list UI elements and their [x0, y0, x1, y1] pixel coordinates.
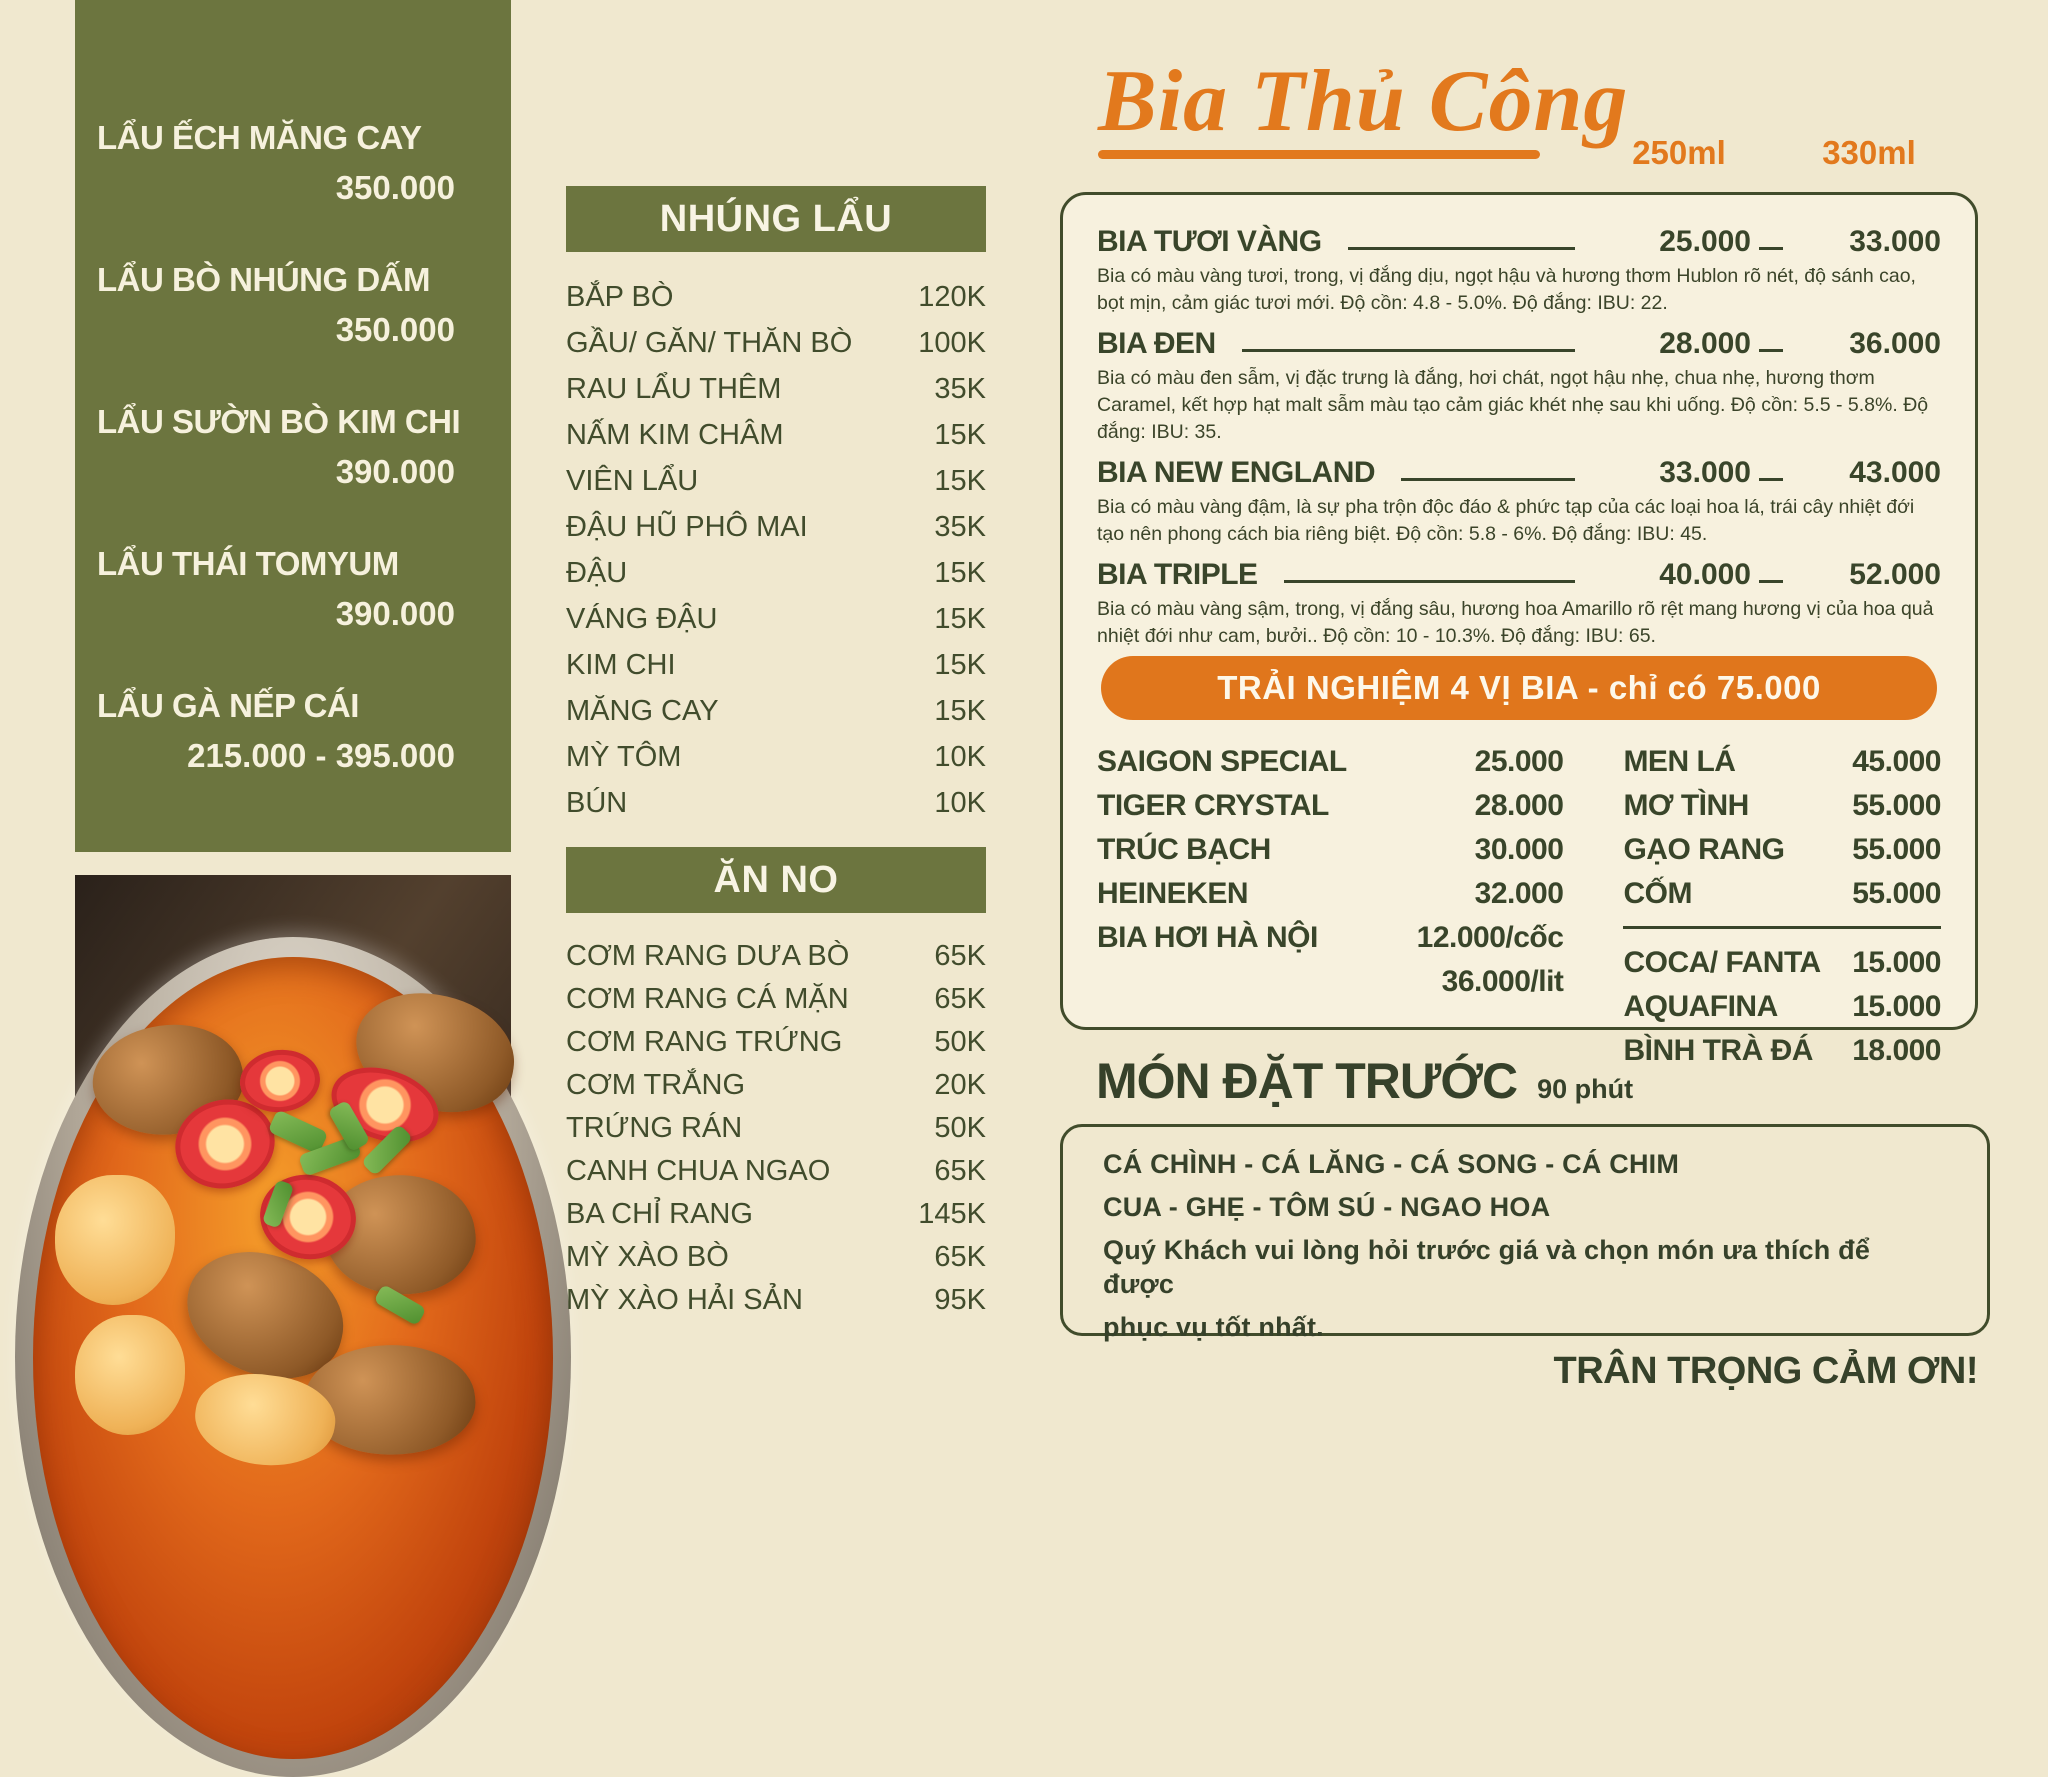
- beer-item: [1097, 323, 1941, 446]
- drink-row: [1623, 784, 1941, 828]
- drinks-right-bottom: [1623, 941, 1941, 1073]
- hotpot-menu-panel: [75, 0, 511, 852]
- hotpot-menu-item: [97, 544, 455, 634]
- menu-item-price: 15K: [934, 694, 986, 727]
- hotpot-item-price: 350.000: [335, 169, 455, 206]
- menu-list: [566, 274, 986, 826]
- beer-price-330ml: 43.000: [1849, 456, 1941, 489]
- menu-item-row: [566, 688, 986, 734]
- menu-item-name: TRỨNG RÁN: [566, 1112, 743, 1144]
- drink-row: [1623, 828, 1941, 872]
- drinks-divider: [1623, 926, 1941, 929]
- preorder-line: phục vụ tốt nhất.: [1103, 1312, 1324, 1342]
- beer-price-250ml: 40.000: [1659, 558, 1751, 591]
- hotpot-item-name: LẨU BÒ NHÚNG DẤM: [97, 261, 430, 298]
- drink-row: [1097, 916, 1563, 960]
- menu-item-name: VIÊN LẨU: [566, 464, 699, 497]
- hotpot-item-price: 390.000: [335, 595, 455, 632]
- preorder-heading: [1096, 1052, 1633, 1110]
- drink-row: [1097, 960, 1563, 1004]
- beer-item: [1097, 452, 1941, 548]
- section-nhung-lau: [566, 186, 986, 826]
- menu-list: [566, 935, 986, 1322]
- menu-item-row: [566, 320, 986, 366]
- size-330ml-label: 330ml: [1822, 134, 1916, 171]
- drink-name: BÌNH TRÀ ĐÁ: [1623, 1034, 1813, 1067]
- menu-item-price: 35K: [934, 372, 986, 405]
- hotpot-item-name: LẨU GÀ NẾP CÁI: [97, 687, 359, 724]
- drink-row: [1623, 985, 1941, 1029]
- beer-description: Bia có màu vàng đậm, là sự pha trộn độc đáo & phức tạp của các loại hoa lá, trái cây nhiệt đới tạo nên phong cách bia riêng biệt. Độ cồn: 5.8 - 6%. Độ đắng: IBU: 45.: [1097, 496, 1915, 545]
- menu-item-name: CANH CHUA NGAO: [566, 1155, 831, 1187]
- beer-price-250ml: 28.000: [1659, 327, 1751, 360]
- other-drinks: [1097, 740, 1941, 1073]
- section-header: NHÚNG LẨU: [566, 186, 986, 252]
- beer-price-330ml: 52.000: [1849, 558, 1941, 591]
- drink-price: 28.000: [1474, 789, 1564, 822]
- drink-name: AQUAFINA: [1623, 990, 1778, 1023]
- menu-item-name: VÁNG ĐẬU: [566, 602, 718, 635]
- drink-name: TIGER CRYSTAL: [1097, 789, 1329, 822]
- drink-price: 45.000: [1852, 745, 1941, 778]
- menu-item-row: [566, 1279, 986, 1322]
- drink-name: MƠ TÌNH: [1623, 789, 1749, 822]
- preorder-duration: 90 phút: [1537, 1074, 1634, 1104]
- promo-banner: TRẢI NGHIỆM 4 VỊ BIA - chỉ có 75.000: [1101, 656, 1937, 720]
- menu-item-name: NẤM KIM CHÂM: [566, 418, 784, 451]
- menu-item-price: 15K: [934, 556, 986, 589]
- price-dash: [1751, 349, 1791, 361]
- menu-item-row: [566, 366, 986, 412]
- menu-item-name: BÚN: [566, 786, 628, 819]
- preorder-line: CUA - GHẸ - TÔM SÚ - NGAO HOA: [1103, 1192, 1551, 1222]
- menu-item-price: 120K: [918, 280, 986, 313]
- menu-item-row: [566, 274, 986, 320]
- menu-item-price: 15K: [934, 648, 986, 681]
- menu-item-price: 95K: [934, 1284, 986, 1316]
- craft-beer-title: Bia Thủ Công: [1098, 53, 1629, 150]
- menu-item-price: 10K: [934, 786, 986, 819]
- drink-name: MEN LÁ: [1623, 745, 1736, 778]
- beer-description: Bia có màu vàng tươi, trong, vị đắng dịu, ngọt hậu và hương thơm Hublon rõ nét, độ sánh cao, bọt mịn, cảm giác tươi mới. Độ cồn: 4.8 - 5.0%. Độ đắng: IBU: 22.: [1097, 265, 1916, 314]
- menu-item-row: [566, 1107, 986, 1150]
- beer-item-row: [1097, 323, 1941, 361]
- menu-item-name: CƠM TRẮNG: [566, 1069, 745, 1101]
- size-header-row: [1060, 128, 1978, 172]
- drink-price: 55.000: [1852, 789, 1941, 822]
- menu-item-name: KIM CHI: [566, 648, 676, 681]
- drinks-right-column: [1623, 740, 1941, 1073]
- drink-row: [1623, 740, 1941, 784]
- menu-item-row: [566, 642, 986, 688]
- drink-price: 55.000: [1852, 833, 1941, 866]
- beer-price-330ml: 36.000: [1849, 327, 1941, 360]
- menu-item-price: 35K: [934, 510, 986, 543]
- hotpot-menu-item: [97, 402, 461, 492]
- menu-item-row: [566, 734, 986, 780]
- beer-price-330ml: 33.000: [1849, 225, 1941, 258]
- section-an-no: [566, 847, 986, 1322]
- beer-name: BIA TƯƠI VÀNG: [1097, 225, 1322, 258]
- menu-item-row: [566, 1236, 986, 1279]
- drink-price: 15.000: [1852, 990, 1941, 1023]
- drink-price: 18.000: [1852, 1034, 1941, 1067]
- drink-price: 15.000: [1852, 946, 1941, 979]
- price-dash: [1751, 580, 1791, 592]
- menu-item-row: [566, 978, 986, 1021]
- drink-row: [1097, 828, 1563, 872]
- thank-you-note: TRÂN TRỌNG CẢM ƠN!: [1553, 1350, 1978, 1392]
- menu-item-price: 20K: [934, 1069, 986, 1101]
- menu-item-name: MĂNG CAY: [566, 694, 719, 727]
- hotpot-item-price: 350.000: [335, 311, 455, 348]
- beer-item-row: [1097, 452, 1941, 490]
- beer-name: BIA NEW ENGLAND: [1097, 456, 1376, 489]
- menu-item-name: GẦU/ GĂN/ THĂN BÒ: [566, 326, 853, 359]
- menu-item-name: ĐẬU: [566, 556, 628, 589]
- drinks-right-top: [1623, 740, 1941, 916]
- drink-price: 30.000: [1474, 833, 1564, 866]
- menu-item-name: CƠM RANG DƯA BÒ: [566, 940, 850, 972]
- section-header: ĂN NO: [566, 847, 986, 913]
- menu-item-price: 15K: [934, 602, 986, 635]
- menu-item-price: 65K: [934, 940, 986, 972]
- menu-item-price: 10K: [934, 740, 986, 773]
- drink-price: 55.000: [1852, 877, 1941, 910]
- drink-price: 12.000/cốc: [1416, 921, 1564, 954]
- menu-item-name: BA CHỈ RANG: [566, 1198, 753, 1230]
- hotpot-item-name: LẨU ẾCH MĂNG CAY: [97, 119, 422, 156]
- beer-price-250ml: 33.000: [1659, 456, 1751, 489]
- menu-item-row: [566, 780, 986, 826]
- menu-item-row: [566, 458, 986, 504]
- menu-item-row: [566, 1193, 986, 1236]
- beer-description: Bia có màu đen sẫm, vị đặc trưng là đắng, hơi chát, ngọt hậu nhẹ, chua nhẹ, hương thơm Caramel, kết hợp hạt malt sẫm màu tạo cảm giác khét nhẹ sau khi uống. Độ cồn: 5.5 - 5.8%. Độ đắng: IBU: 35.: [1097, 367, 1929, 443]
- drink-row: [1623, 872, 1941, 916]
- menu-item-name: CƠM RANG TRỨNG: [566, 1026, 843, 1058]
- beer-item: [1097, 554, 1941, 650]
- menu-item-row: [566, 935, 986, 978]
- price-dash: [1751, 247, 1791, 259]
- menu-item-price: 65K: [934, 1155, 986, 1187]
- leader-line: [1284, 580, 1575, 583]
- hotpot-item-name: LẨU THÁI TOMYUM: [97, 545, 399, 582]
- beer-entries: [1097, 221, 1941, 650]
- drink-name: CỐM: [1623, 877, 1692, 910]
- menu-item-price: 50K: [934, 1112, 986, 1144]
- beer-name: BIA ĐEN: [1097, 327, 1216, 360]
- drink-row: [1097, 784, 1563, 828]
- drink-name: BIA HƠI HÀ NỘI: [1097, 921, 1318, 954]
- hotpot-item-name: LẨU SƯỜN BÒ KIM CHI: [97, 403, 461, 440]
- drink-row: [1097, 872, 1563, 916]
- menu-item-name: BẮP BÒ: [566, 280, 674, 313]
- drink-name: COCA/ FANTA: [1623, 946, 1821, 979]
- size-250ml-label: 250ml: [1632, 134, 1726, 171]
- leader-line: [1401, 478, 1575, 481]
- hotpot-menu-item: [97, 686, 455, 776]
- drink-name: HEINEKEN: [1097, 877, 1249, 910]
- preorder-line: Quý Khách vui lòng hỏi trước giá và chọn món ưa thích để được: [1103, 1235, 1871, 1299]
- preorder-title: MÓN ĐẶT TRƯỚC: [1096, 1053, 1518, 1109]
- beer-price-250ml: 25.000: [1659, 225, 1751, 258]
- craft-beer-box: [1060, 192, 1978, 1067]
- drink-row: [1623, 1029, 1941, 1073]
- leader-line: [1348, 247, 1575, 250]
- menu-item-price: 145K: [918, 1198, 986, 1230]
- menu-item-price: 100K: [918, 326, 986, 359]
- menu-item-row: [566, 504, 986, 550]
- drink-price: 25.000: [1474, 745, 1564, 778]
- drink-name: TRÚC BẠCH: [1097, 833, 1271, 866]
- menu-item-name: CƠM RANG CÁ MẶN: [566, 983, 849, 1015]
- beer-name: BIA TRIPLE: [1097, 558, 1258, 591]
- menu-item-name: MỲ XÀO HẢI SẢN: [566, 1284, 803, 1316]
- hotpot-item-price: 215.000 - 395.000: [187, 737, 455, 774]
- menu-item-row: [566, 1021, 986, 1064]
- menu-item-row: [566, 1064, 986, 1107]
- beer-item-row: [1097, 554, 1941, 592]
- menu-item-price: 65K: [934, 1241, 986, 1273]
- menu-item-price: 65K: [934, 983, 986, 1015]
- beer-description: Bia có màu vàng sậm, trong, vị đắng sâu, hương hoa Amarillo rõ rệt mang hương vị của hoa quả nhiệt đới như cam, bưởi.. Độ cồn: 10 - 10.3%. Độ đắng: IBU: 65.: [1097, 598, 1934, 647]
- menu-item-row: [566, 596, 986, 642]
- menu-item-row: [566, 412, 986, 458]
- drink-name: SAIGON SPECIAL: [1097, 745, 1347, 778]
- beer-item: [1097, 221, 1941, 317]
- preorder-box: [1060, 1124, 1990, 1342]
- menu-item-name: RAU LẨU THÊM: [566, 372, 782, 405]
- drink-name: GẠO RANG: [1623, 833, 1785, 866]
- price-dash: [1751, 478, 1791, 490]
- menu-item-name: MỲ XÀO BÒ: [566, 1241, 729, 1273]
- menu-item-row: [566, 1150, 986, 1193]
- menu-item-name: ĐẬU HŨ PHÔ MAI: [566, 510, 808, 543]
- menu-item-price: 15K: [934, 464, 986, 497]
- drink-row: [1623, 941, 1941, 985]
- hotpot-menu-item: [97, 260, 455, 350]
- hotpot-photo: [75, 875, 511, 1448]
- hotpot-menu-item: [97, 118, 455, 208]
- menu-item-price: 50K: [934, 1026, 986, 1058]
- beer-item-row: [1097, 221, 1941, 259]
- menu-item-row: [566, 550, 986, 596]
- hotpot-item-price: 390.000: [335, 453, 455, 490]
- menu-item-price: 15K: [934, 418, 986, 451]
- drink-price: 32.000: [1474, 877, 1564, 910]
- drink-price: 36.000/lit: [1441, 965, 1564, 998]
- drinks-left-column: [1097, 740, 1563, 1073]
- menu-item-name: MỲ TÔM: [566, 740, 682, 773]
- drink-row: [1097, 740, 1563, 784]
- leader-line: [1242, 349, 1575, 352]
- preorder-line: CÁ CHÌNH - CÁ LĂNG - CÁ SONG - CÁ CHIM: [1103, 1149, 1680, 1179]
